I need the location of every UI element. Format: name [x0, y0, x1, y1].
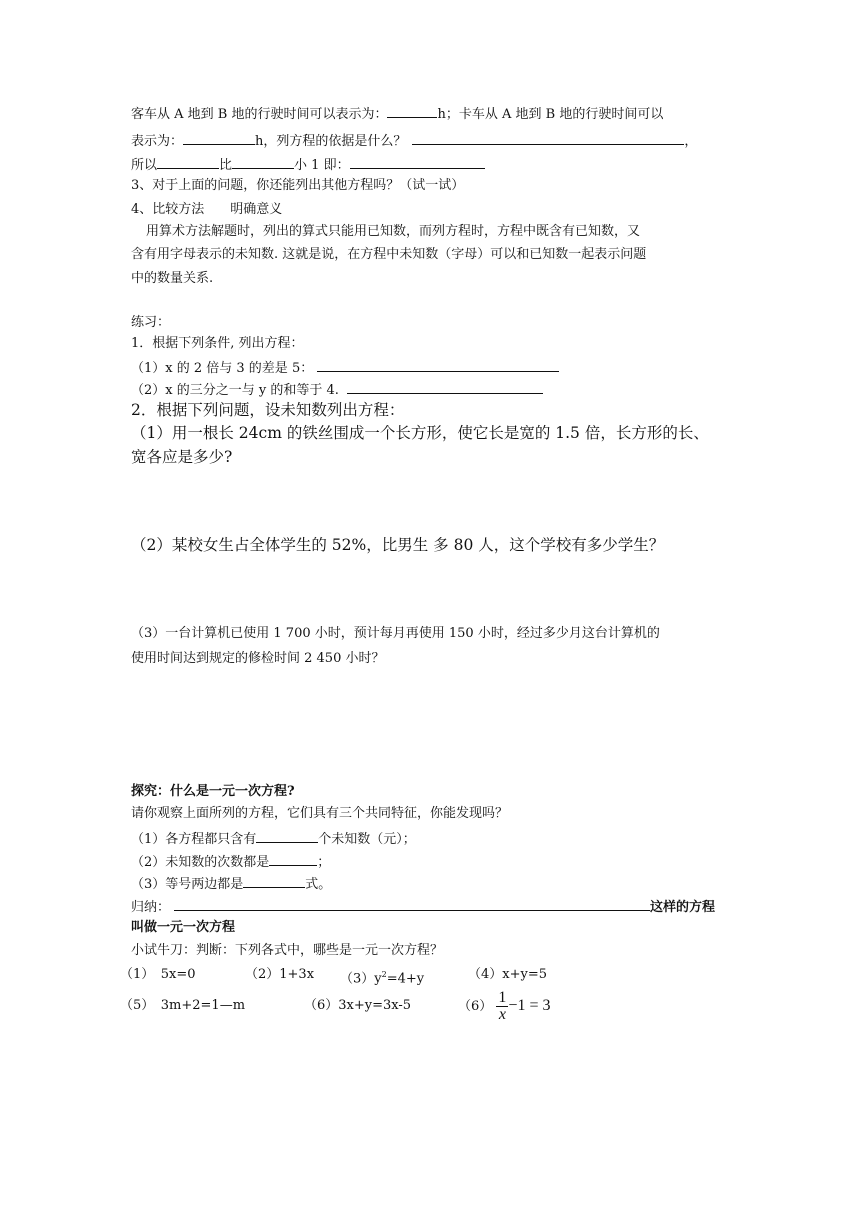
expr-5: （5） 3m+2=1—m: [120, 998, 246, 1013]
question-text: （2）x 的三分之一与 y 的和等于 4.: [131, 383, 339, 398]
expr-3: [340, 966, 424, 988]
feature-text: ；: [317, 855, 331, 870]
expr-6: （6）3x+y=3x-5: [304, 998, 412, 1013]
trial-heading: 小试牛刀：判断：下列各式中，哪些是一元一次方程？: [131, 943, 444, 958]
feature-1: [131, 829, 416, 849]
fraction-numerator: 1: [498, 989, 507, 1006]
feature-3: [131, 874, 331, 894]
summary-tail: 这样的方程: [650, 900, 716, 915]
answer-blank[interactable]: [347, 380, 543, 394]
answer-blank[interactable]: [232, 155, 294, 169]
explore-heading: 探究：什么是一元一次方程?: [131, 784, 295, 799]
intro-text: 比: [219, 158, 233, 173]
intro-text: h，列方程的依据是什么？: [255, 134, 407, 149]
expr-4: （4）x+y=5: [468, 967, 548, 982]
feature-text: （1）各方程都只含有: [131, 832, 257, 847]
exponent: 2: [381, 970, 387, 979]
intro-text: 表示为：: [131, 134, 184, 149]
practice-q2-3-line-2: 使用时间达到规定的修检时间 2 450 小时？: [131, 651, 385, 666]
intro-text: 客车从 A 地到 B 地的行驶时间可以表示为：: [131, 107, 388, 122]
answer-blank[interactable]: [243, 874, 305, 888]
summary-label: 归纳：: [131, 900, 171, 915]
intro-text: ，: [684, 134, 698, 149]
practice-q2-1-line-1: （1）用一根长 24cm 的铁丝围成一个长方形，使它长是宽的 1.5 倍，长方形的长、: [131, 424, 709, 442]
expr-text: =4+y: [386, 971, 425, 987]
answer-blank[interactable]: [350, 155, 485, 169]
intro-text: 所以: [131, 158, 158, 173]
intro-text: h；卡车从 A 地到 B 地的行驶时间可以: [437, 107, 664, 122]
answer-blank[interactable]: [183, 131, 255, 145]
expr-text: （3）y: [340, 971, 382, 987]
intro-line-3: [131, 155, 485, 175]
explore-prompt: 请你观察上面所列的方程，它们具有三个共同特征，你能发现吗？: [131, 806, 509, 821]
answer-blank[interactable]: [387, 104, 437, 118]
intro-text: 小 1 即：: [294, 158, 350, 173]
answer-blank[interactable]: [269, 852, 317, 866]
summary-line: [131, 897, 715, 917]
summary-line-2: 叫做一元一次方程: [131, 920, 236, 935]
practice-q1-1: [131, 358, 559, 378]
expr-text: −1 = 3: [508, 997, 551, 1014]
item-3: 3、对于上面的问题，你还能列出其他方程吗？（试一试）: [131, 178, 465, 193]
feature-text: （2）未知数的次数都是: [131, 855, 270, 870]
answer-blank[interactable]: [157, 155, 219, 169]
expr-2: （2）1+3x: [245, 967, 315, 982]
answer-blank[interactable]: [256, 829, 318, 843]
practice-q1: 1．根据下列条件, 列出方程：: [131, 336, 304, 351]
feature-2: [131, 852, 330, 872]
answer-blank[interactable]: [317, 358, 559, 372]
expr-label: （6）: [458, 999, 493, 1014]
answer-blank[interactable]: [412, 131, 684, 145]
fraction-denominator: x: [498, 1006, 506, 1023]
practice-heading: 练习：: [131, 315, 171, 330]
expr-1: （1） 5x=0: [120, 967, 196, 982]
feature-text: （3）等号两边都是: [131, 877, 244, 892]
feature-text: 个未知数（元）；: [318, 832, 416, 847]
question-text: （1）x 的 2 倍与 3 的差是 5：: [131, 361, 314, 376]
expr-7: [458, 986, 550, 1027]
paragraph-line-3: 中的数量关系.: [131, 271, 214, 286]
practice-q2-2: （2）某校女生占全体学生的 52%，比男生 多 80 人，这个学校有多少学生？: [131, 536, 665, 554]
intro-line-2: [131, 131, 697, 151]
practice-q1-2: [131, 380, 543, 400]
fraction: [496, 990, 508, 1023]
practice-q2: 2．根据下列问题，设未知数列出方程：: [131, 401, 405, 419]
paragraph-line-2: 含有用字母表示的未知数. 这就是说，在方程中未知数（字母）可以和已知数一起表示问题: [131, 247, 647, 262]
feature-text: 式。: [305, 877, 332, 892]
practice-q2-3-line-1: （3）一台计算机已使用 1 700 小时，预计每月再使用 150 小时，经过多少月这台计算机的: [131, 626, 660, 641]
intro-line-1: [131, 104, 663, 124]
item-4: 4、比较方法 明确意义: [131, 202, 283, 217]
answer-blank[interactable]: [174, 897, 650, 911]
paragraph-line-1: 用算术方法解题时，列出的算式只能用已知数，而列方程时，方程中既含有已知数，又: [146, 224, 641, 239]
practice-q2-1-line-2: 宽各应是多少?: [131, 448, 233, 466]
